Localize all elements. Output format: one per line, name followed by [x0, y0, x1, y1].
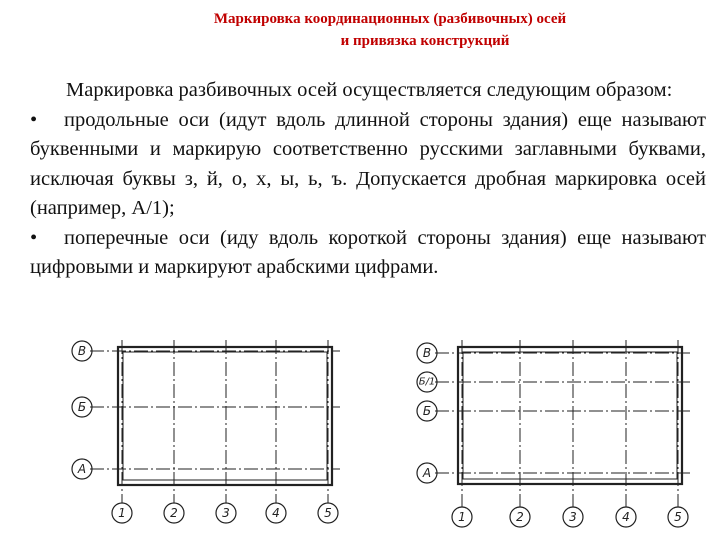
column-marker-label: 3 [569, 510, 577, 524]
column-marker-label: 5 [324, 506, 332, 520]
title-line-1: Маркировка координационных (разбивочных) осей [213, 11, 567, 27]
axis-grid-diagram-right [405, 335, 705, 540]
column-marker-label: 2 [170, 506, 178, 520]
column-marker-label: 2 [516, 510, 524, 524]
slide-title [0, 8, 720, 52]
row-marker-label: В [422, 346, 432, 360]
row-marker-label: А [77, 462, 87, 476]
intro-paragraph: Маркировка разбивочных осей осуществляется следующим образом: [66, 79, 673, 101]
inner-wall [123, 352, 327, 480]
bullet-text-transverse: поперечные оси (иду вдоль короткой стороны здания) еще называют цифровыми и маркируют арабскими цифрами. [30, 226, 706, 278]
axis-grid-left-svg [60, 335, 360, 535]
row-marker-label: Б [422, 404, 432, 418]
column-marker-label: 1 [118, 506, 126, 520]
row-marker-label: А [422, 466, 432, 480]
column-marker-label: 3 [222, 506, 230, 520]
column-marker-label: 4 [622, 510, 630, 524]
body-text [30, 76, 706, 283]
title-line-2: и привязка конструкций [340, 33, 510, 49]
outer-wall [458, 347, 682, 484]
column-marker-label: 4 [272, 506, 280, 520]
bullet-icon: • [30, 226, 38, 249]
axis-grid-right-svg [405, 335, 705, 535]
bullet-text-longitudinal: продольные оси (идут вдоль длинной стороны здания) еще называют буквенными и маркирую соответственно русскими заглавными буквами, исключая буквы з, й, о, х, ы, ь, ъ. Допускается дробная маркировка осей (например, А/1); [30, 108, 706, 219]
bullet-item-longitudinal [30, 106, 706, 224]
bullet-icon: • [30, 108, 38, 131]
row-marker-label: Б/1 [418, 376, 436, 388]
bullet-item-transverse [30, 224, 706, 283]
axis-grid-diagram-left [60, 335, 360, 540]
inner-wall [463, 352, 677, 479]
column-marker-label: 5 [674, 510, 682, 524]
column-marker-label: 1 [458, 510, 466, 524]
row-marker-label: В [77, 344, 87, 358]
row-marker-label: Б [77, 400, 87, 414]
outer-wall [118, 347, 332, 485]
